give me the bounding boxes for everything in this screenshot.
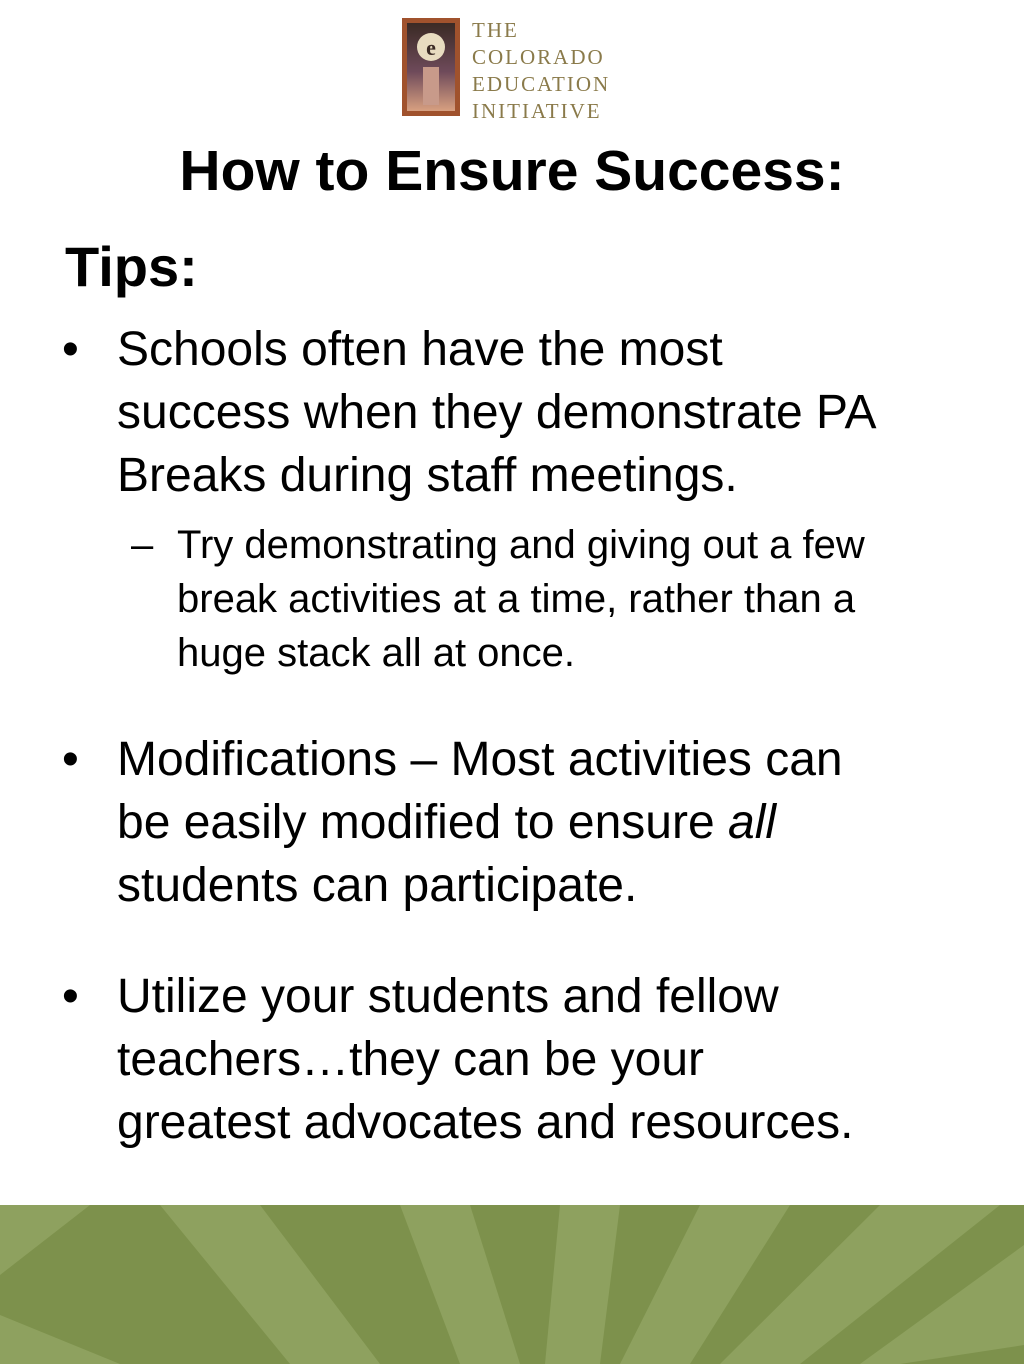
sub-bullet-line-2: break activities at a time, rather than a <box>177 577 856 621</box>
svg-text:e: e <box>426 35 436 60</box>
bullet-2-line-2 <box>117 791 997 854</box>
bullet-3-line-2: teachers…they can be your <box>117 1033 704 1086</box>
colorado-education-initiative-logo-icon <box>401 17 461 117</box>
bullet-marker: • <box>62 323 79 376</box>
bullet-2-line-2-text: be easily modified to ensure <box>117 796 729 849</box>
bullet-1-line-2: success when they demonstrate PA <box>117 386 877 439</box>
bullet-marker: • <box>62 970 79 1023</box>
tips-heading: Tips: <box>65 235 198 298</box>
bullet-marker: • <box>62 733 79 786</box>
bullet-item-3 <box>62 965 997 1154</box>
bullet-item-1 <box>62 318 997 507</box>
bullet-3-line-3: greatest advocates and resources. <box>117 1096 854 1149</box>
bullet-1-line-3: Breaks during staff meetings. <box>117 449 738 502</box>
logo-line-4: INITIATIVE <box>472 99 602 123</box>
emphasis-all: all <box>728 796 777 849</box>
bullet-1-line-1: Schools often have the most <box>117 323 723 376</box>
bullet-2-line-3: students can participate. <box>117 859 638 912</box>
bullet-item-2 <box>62 728 997 917</box>
sub-bullet-line-3: huge stack all at once. <box>177 631 576 675</box>
logo-line-3: EDUCATION <box>472 72 611 96</box>
bullet-3-line-1: Utilize your students and fellow <box>117 970 779 1023</box>
sub-bullet-marker: – <box>131 523 154 567</box>
slide-title: How to Ensure Success: <box>179 139 845 203</box>
logo-wordmark <box>472 17 642 125</box>
sub-bullet-item <box>131 518 997 680</box>
sub-bullet-line-1: Try demonstrating and giving out a few <box>177 523 865 567</box>
bullet-2-line-1: Modifications – Most activities can <box>117 733 843 786</box>
organization-logo <box>401 17 631 123</box>
logo-line-1: THE <box>472 18 519 42</box>
footer-sunburst-band <box>0 1205 1024 1364</box>
logo-line-2: COLORADO <box>472 45 605 69</box>
